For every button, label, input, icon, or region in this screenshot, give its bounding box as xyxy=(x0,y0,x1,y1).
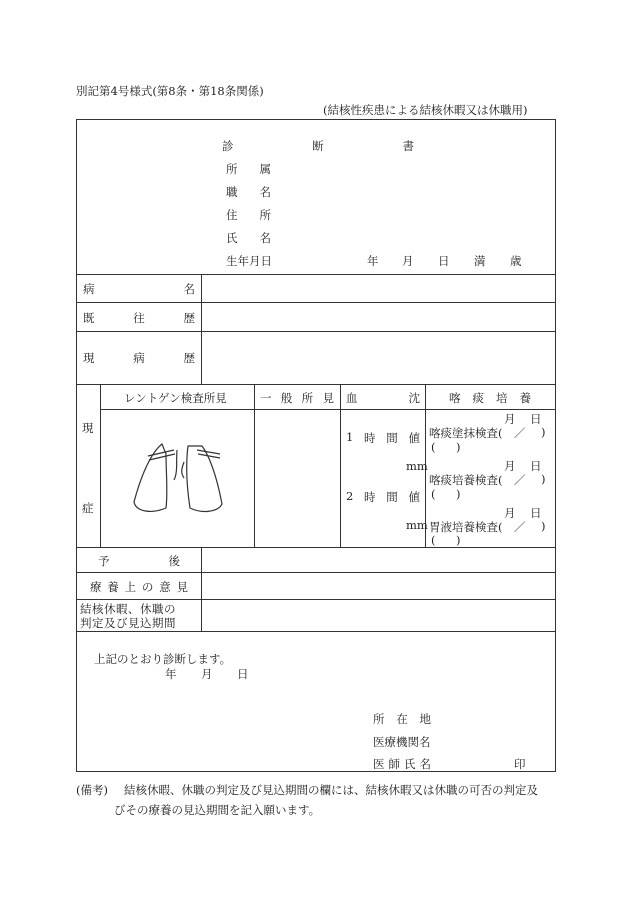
test3-paren-close: ) xyxy=(541,519,546,533)
birth-day: 日 xyxy=(438,254,450,268)
remarks-line-2: びその療養の見込期間を記入願います。 xyxy=(114,803,321,817)
gastric-culture-label: 胃液培養検査( xyxy=(429,520,503,534)
test3-result-open: ( xyxy=(431,533,436,547)
location-label: 所 在 地 xyxy=(373,712,431,726)
remarks-line-1: 結核休暇、休職の判定及び見込期間の欄には、結核休暇又は休職の可否の判定及 xyxy=(124,783,538,797)
cert-day: 日 xyxy=(237,667,249,681)
esr-1hour-label: 1 時 間 値 xyxy=(346,430,420,445)
birth-month: 月 xyxy=(402,254,414,268)
age-full-label: 満 xyxy=(474,254,486,268)
care-opinion-label: 療 養 上 の 意 見 xyxy=(90,580,188,594)
test3-slash: ／ xyxy=(514,520,526,534)
leave-judgement-label-1: 結核休暇、休職の xyxy=(80,602,176,616)
test2-slash: ／ xyxy=(514,473,526,487)
institution-label: 医療機関名 xyxy=(373,735,431,749)
test2-result-close: ) xyxy=(456,487,461,501)
prognosis-label: 予 後 xyxy=(98,554,180,568)
test2-paren-close: ) xyxy=(541,472,546,486)
symptoms-label-top: 現 xyxy=(82,421,94,435)
birth-year: 年 xyxy=(367,254,379,268)
esr-header: 血 沈 xyxy=(346,391,420,405)
cert-month: 月 xyxy=(201,667,213,681)
test1-result-close: ) xyxy=(456,440,461,454)
form-id: 別記第4号様式(第8条・第18条関係) xyxy=(76,84,264,98)
leave-judgement-label-2: 判定及び見込期間 xyxy=(80,616,176,630)
disease-name-label: 病 名 xyxy=(83,282,195,296)
doctor-name-label: 医 師 氏 名 xyxy=(373,757,431,771)
form-subtitle: (結核性疾患による結核休暇又は休職用) xyxy=(323,103,528,117)
present-history-label: 現 病 歴 xyxy=(83,351,195,365)
test3-month: 月 xyxy=(504,506,516,520)
name-label: 氏 名 xyxy=(226,231,271,245)
address-label: 住 所 xyxy=(226,208,271,222)
test3-day: 日 xyxy=(530,506,542,520)
past-history-label: 既 往 歴 xyxy=(83,311,195,325)
esr-1hour-unit: mm xyxy=(406,459,428,473)
sputum-culture-header: 喀 痰 培 養 xyxy=(449,391,531,405)
test2-month: 月 xyxy=(504,459,516,473)
test3-result-close: ) xyxy=(456,533,461,547)
lung-diagram xyxy=(122,432,232,522)
esr-2hour-label: 2 時 間 値 xyxy=(346,489,420,504)
age-label: 歳 xyxy=(510,254,522,268)
esr-2hour-unit: mm xyxy=(406,518,428,532)
certification-statement: 上記のとおり診断します。 xyxy=(94,652,232,666)
document-title: 診 断 書 xyxy=(222,139,414,153)
general-findings-header: 一 般 所 見 xyxy=(260,391,334,405)
test1-slash: ／ xyxy=(514,426,526,440)
test1-paren-close: ) xyxy=(541,425,546,439)
position-label: 職 名 xyxy=(226,185,271,199)
xray-findings-header: レントゲン検査所見 xyxy=(124,391,227,405)
birth-date-label: 生年月日 xyxy=(226,254,272,268)
test2-day: 日 xyxy=(530,459,542,473)
test2-result-open: ( xyxy=(431,487,436,501)
test1-result-open: ( xyxy=(431,440,436,454)
smear-test-label: 喀痰塗抹検査( xyxy=(429,426,503,440)
cert-year: 年 xyxy=(165,667,177,681)
remarks-label: (備考) xyxy=(76,783,108,797)
test1-day: 日 xyxy=(530,412,542,426)
symptoms-label-bottom: 症 xyxy=(82,501,94,515)
affiliation-label: 所 属 xyxy=(226,162,271,176)
test1-month: 月 xyxy=(504,412,516,426)
culture-test-label: 喀痰培養検査( xyxy=(429,473,503,487)
seal-label: 印 xyxy=(514,757,526,771)
